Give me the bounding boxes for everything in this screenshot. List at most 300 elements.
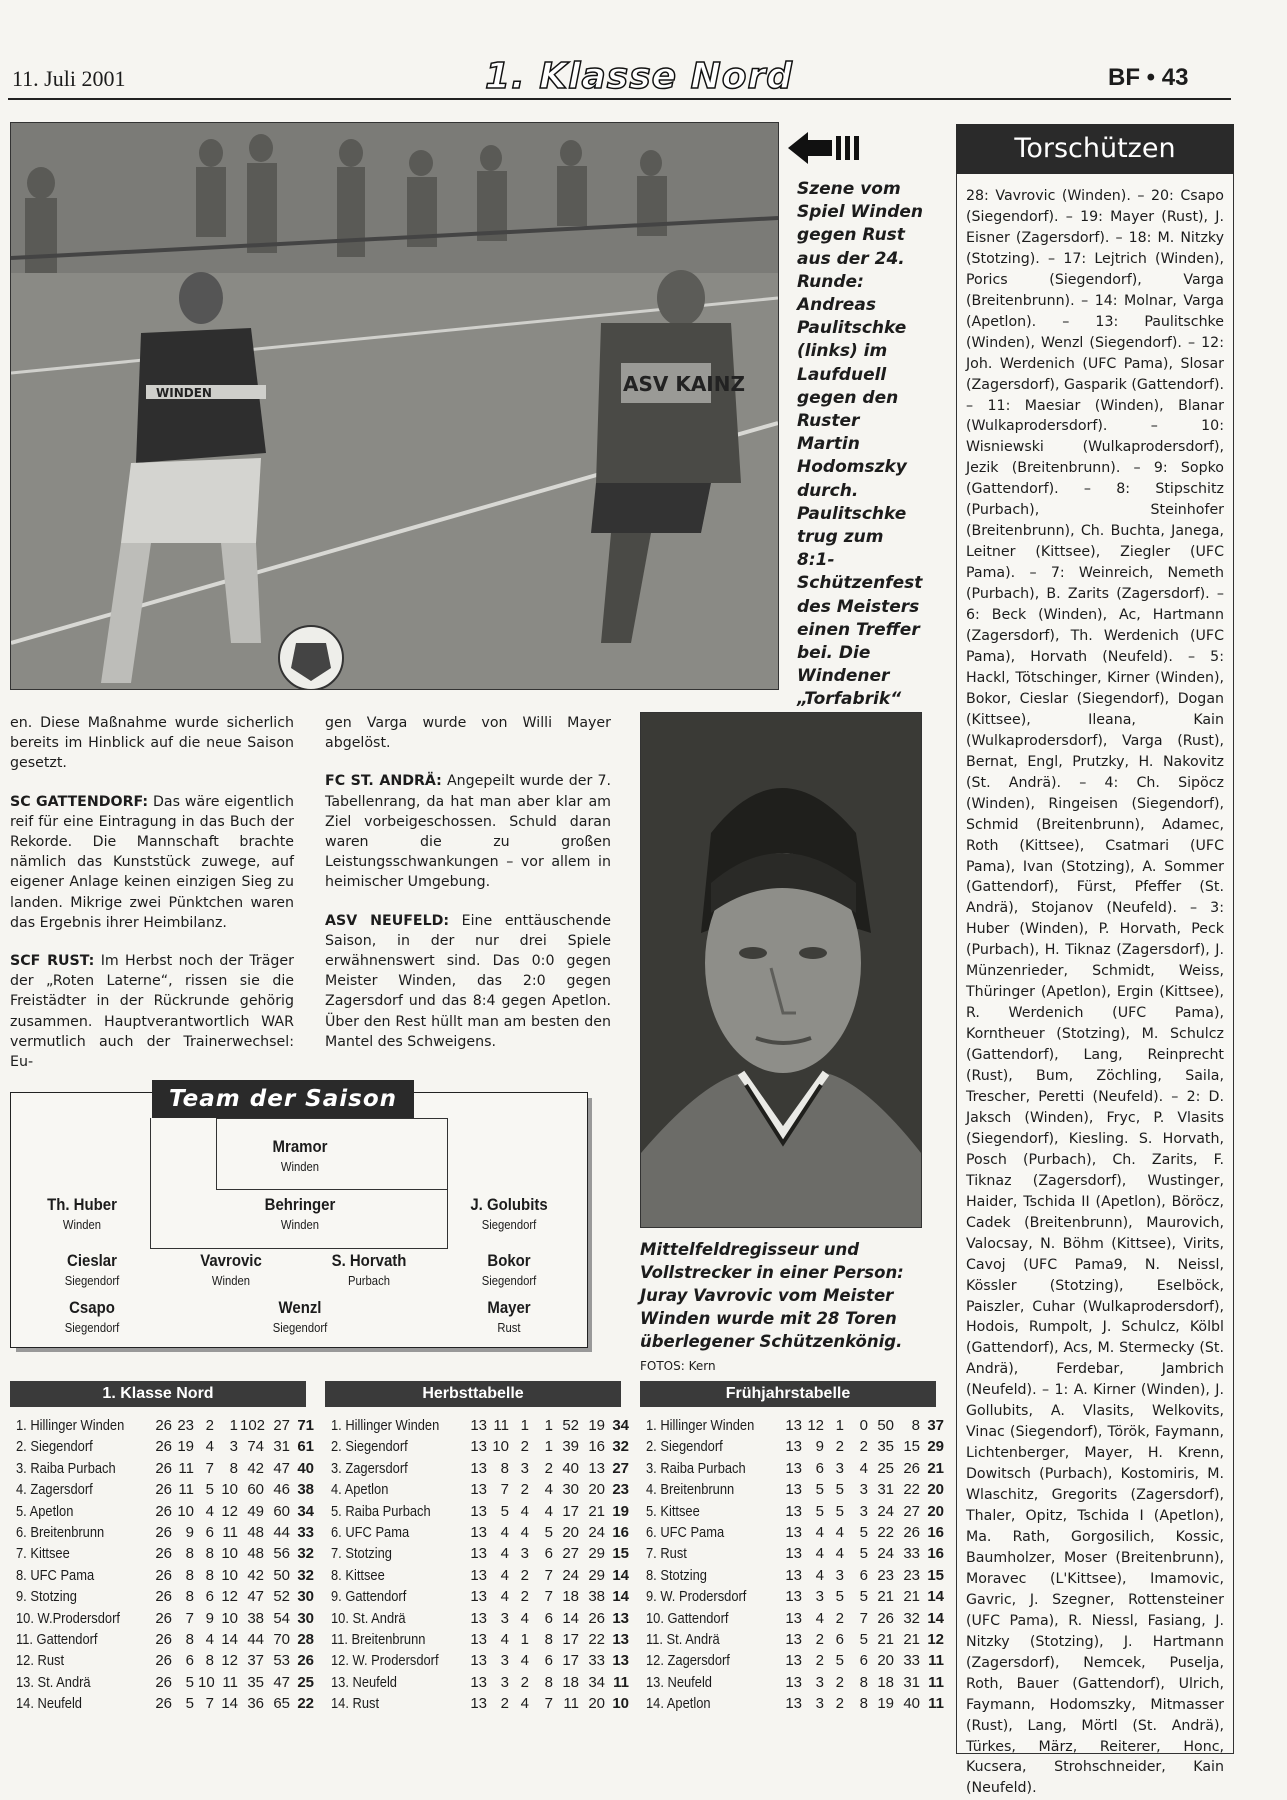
stat-cell: 10 [221, 1481, 238, 1499]
stat-cell: 14 [221, 1695, 238, 1713]
league-table-total [10, 1381, 314, 1714]
stat-cell: 34 [297, 1502, 314, 1520]
stat-cell: 13 [470, 1545, 487, 1563]
stat-cell: 1 [835, 1417, 844, 1434]
stat-cell: 5 [500, 1502, 509, 1520]
stat-cell: 44 [273, 1523, 290, 1541]
stat-cell: 5 [815, 1481, 824, 1499]
stat-cell: 13 [785, 1673, 802, 1691]
team-name: 5. Raiba Purbach [331, 1502, 431, 1520]
stat-cell: 21 [927, 1459, 944, 1477]
stat-cell: 17 [562, 1502, 579, 1520]
stat-cell: 13 [470, 1438, 487, 1456]
stat-cell: 30 [297, 1609, 314, 1627]
stat-cell: 10 [221, 1545, 238, 1563]
article-column-1 [10, 713, 294, 1090]
stat-cell: 13 [470, 1673, 487, 1691]
stat-cell: 18 [877, 1673, 894, 1691]
team-name: 6. Breitenbrunn [16, 1523, 105, 1541]
stat-cell: 6 [859, 1566, 868, 1584]
team-name: 13. Neufeld [331, 1673, 397, 1691]
stat-cell: 16 [927, 1523, 944, 1541]
stat-cell: 11 [222, 1673, 238, 1691]
league-table-autumn [325, 1381, 629, 1714]
stat-cell: 4 [520, 1609, 529, 1627]
stat-cell: 14 [612, 1566, 629, 1584]
table-row [10, 1565, 314, 1586]
stat-cell: 18 [562, 1673, 579, 1691]
right-jersey-lettering: ASV KAINZ [623, 372, 745, 396]
table-row [640, 1501, 944, 1522]
stat-cell: 8 [185, 1566, 194, 1584]
team-name: 4. Apetlon [331, 1481, 389, 1499]
stat-cell: 31 [877, 1481, 894, 1499]
stat-cell: 5 [815, 1502, 824, 1520]
stat-cell: 11 [928, 1695, 944, 1713]
table-row [10, 1650, 314, 1671]
team-name: 1. Hillinger Winden [16, 1417, 125, 1434]
stat-cell: 7 [544, 1566, 553, 1584]
stat-cell: 13 [785, 1652, 802, 1670]
stat-cell: 13 [785, 1695, 802, 1713]
stat-cell: 42 [247, 1459, 264, 1477]
stat-cell: 53 [273, 1652, 290, 1670]
stat-cell: 48 [247, 1523, 264, 1541]
team-name: 5. Apetlon [16, 1502, 74, 1520]
table-row [10, 1693, 314, 1714]
stat-cell: 47 [273, 1459, 290, 1477]
stat-cell: 3 [815, 1588, 824, 1606]
stat-cell: 5 [185, 1695, 194, 1713]
table-row [10, 1436, 314, 1457]
player-card: Bokor Siegendorf [481, 1251, 537, 1288]
stat-cell: 14 [927, 1609, 944, 1627]
stat-cell: 2 [520, 1566, 529, 1584]
team-name: 10. St. Andrä [331, 1609, 406, 1627]
stat-cell: 14 [612, 1588, 629, 1606]
table-row [10, 1458, 314, 1479]
stat-cell: 26 [155, 1417, 172, 1434]
stat-cell: 13 [785, 1459, 802, 1477]
photo-credit: FOTOS: Kern [640, 1359, 716, 1373]
stat-cell: 1 [544, 1438, 553, 1456]
stat-cell: 6 [544, 1609, 553, 1627]
stat-cell: 26 [588, 1609, 605, 1627]
stat-cell: 10 [177, 1502, 194, 1520]
stat-cell: 26 [877, 1609, 894, 1627]
stat-cell: 2 [500, 1695, 509, 1713]
table-row [640, 1629, 944, 1650]
stat-cell: 13 [785, 1523, 802, 1541]
stat-cell: 11 [178, 1481, 194, 1499]
player-card: Wenzl Siegendorf [272, 1298, 328, 1335]
stat-cell: 13 [612, 1609, 629, 1627]
stat-cell: 5 [835, 1652, 844, 1670]
stat-cell: 34 [612, 1417, 629, 1434]
stat-cell: 8 [500, 1459, 509, 1477]
stat-cell: 26 [155, 1459, 172, 1477]
stat-cell: 32 [297, 1545, 314, 1563]
player-card: Csapo Siegendorf [64, 1298, 120, 1335]
team-name: 4. Zagersdorf [16, 1481, 93, 1499]
stat-cell: 15 [612, 1545, 629, 1563]
stat-cell: 50 [877, 1417, 894, 1434]
stat-cell: 17 [562, 1652, 579, 1670]
team-name: 7. Rust [646, 1545, 687, 1563]
stat-cell: 10 [198, 1673, 215, 1691]
team-name: 12. W. Prodersdorf [331, 1652, 439, 1670]
stat-cell: 38 [297, 1481, 314, 1499]
table-row [325, 1415, 629, 1436]
stat-cell: 13 [470, 1630, 487, 1648]
stat-cell: 7 [205, 1459, 214, 1477]
paragraph: SCF RUST: Im Herbst noch der Träger der „Roten Laterne“, rissen sie die Freistädter in der Rückrunde gehörig zusammen. Hauptverantwortlich WAR vermutlich auch der Trainerwechsel: Eu- [10, 953, 294, 1071]
stat-cell: 56 [273, 1545, 290, 1563]
table-row [10, 1543, 314, 1564]
stat-cell: 6 [835, 1630, 844, 1648]
stat-cell: 4 [815, 1566, 824, 1584]
table-row [640, 1672, 944, 1693]
stat-cell: 33 [588, 1652, 605, 1670]
stat-cell: 5 [205, 1481, 214, 1499]
scorers-title: Torschützen [956, 124, 1234, 174]
stat-cell: 1 [544, 1417, 553, 1434]
stat-cell: 54 [273, 1609, 290, 1627]
stat-cell: 25 [877, 1459, 894, 1477]
stat-cell: 3 [500, 1673, 509, 1691]
stat-cell: 7 [859, 1609, 868, 1627]
table-row [640, 1565, 944, 1586]
stat-cell: 4 [205, 1438, 214, 1456]
table-row [640, 1650, 944, 1671]
table-row [325, 1501, 629, 1522]
stat-cell: 4 [520, 1652, 529, 1670]
stat-cell: 4 [835, 1545, 844, 1563]
stat-cell: 74 [247, 1438, 264, 1456]
team-name: 10. Gattendorf [646, 1609, 729, 1627]
table-row [640, 1543, 944, 1564]
stat-cell: 15 [903, 1438, 920, 1456]
team-name: 5. Kittsee [646, 1502, 700, 1520]
stat-cell: 15 [927, 1566, 944, 1584]
team-name: 7. Kittsee [16, 1545, 70, 1563]
team-name: 6. UFC Pama [646, 1523, 725, 1541]
stat-cell: 39 [562, 1438, 579, 1456]
stat-cell: 36 [247, 1695, 264, 1713]
stat-cell: 2 [815, 1630, 824, 1648]
stat-cell: 18 [562, 1588, 579, 1606]
player-card: Mayer Rust [487, 1298, 531, 1335]
stat-cell: 40 [903, 1695, 920, 1713]
stat-cell: 5 [185, 1673, 194, 1691]
player-card: Vavrovic Winden [200, 1251, 262, 1288]
table-row [325, 1586, 629, 1607]
stat-cell: 22 [903, 1481, 920, 1499]
stat-cell: 19 [177, 1438, 194, 1456]
table-row [325, 1458, 629, 1479]
stat-cell: 33 [297, 1523, 314, 1541]
stat-cell: 33 [903, 1652, 920, 1670]
stat-cell: 1 [229, 1417, 238, 1434]
stat-cell: 13 [588, 1459, 605, 1477]
stat-cell: 13 [470, 1502, 487, 1520]
stat-cell: 4 [815, 1609, 824, 1627]
stat-cell: 8 [544, 1630, 553, 1648]
stat-cell: 32 [612, 1438, 629, 1456]
stat-cell: 50 [273, 1566, 290, 1584]
stat-cell: 13 [612, 1630, 629, 1648]
stat-cell: 8 [859, 1695, 868, 1713]
stat-cell: 3 [520, 1459, 529, 1477]
stat-cell: 4 [859, 1459, 868, 1477]
stat-cell: 26 [903, 1459, 920, 1477]
stat-cell: 5 [835, 1481, 844, 1499]
stat-cell: 1 [520, 1630, 529, 1648]
stat-cell: 6 [205, 1523, 214, 1541]
stat-cell: 11 [222, 1523, 238, 1541]
photo-caption: Szene vom Spiel Winden gegen Rust aus der 24. Runde: Andreas Paulitschke (links) im Laufduell gegen den Ruster Martin Hodomszky durch. Paulitschke trug zum 8:1-Schützenfest des Meisters einen Treffer bei. Die Windener „Torfabrik“ [797, 179, 923, 710]
stat-cell: 2 [835, 1609, 844, 1627]
stat-cell: 47 [273, 1673, 290, 1691]
stat-cell: 6 [205, 1588, 214, 1606]
stat-cell: 12 [221, 1502, 238, 1520]
team-name: 6. UFC Pama [331, 1523, 410, 1541]
stat-cell: 26 [155, 1695, 172, 1713]
table-row [640, 1522, 944, 1543]
stat-cell: 6 [859, 1652, 868, 1670]
stat-cell: 10 [221, 1566, 238, 1584]
stat-cell: 27 [273, 1417, 290, 1434]
stat-cell: 26 [155, 1481, 172, 1499]
stat-cell: 21 [903, 1630, 920, 1648]
table-row [10, 1479, 314, 1500]
team-name: 12. Zagersdorf [646, 1652, 730, 1670]
stat-cell: 16 [927, 1545, 944, 1563]
stat-cell: 13 [470, 1481, 487, 1499]
team-name: 8. Kittsee [331, 1566, 385, 1584]
stat-cell: 13 [470, 1652, 487, 1670]
stat-cell: 2 [859, 1438, 868, 1456]
stat-cell: 52 [273, 1588, 290, 1606]
stat-cell: 28 [297, 1630, 314, 1648]
stat-cell: 13 [785, 1417, 802, 1434]
stat-cell: 42 [247, 1566, 264, 1584]
stat-cell: 65 [273, 1695, 290, 1713]
stat-cell: 20 [877, 1652, 894, 1670]
table-row [325, 1543, 629, 1564]
stat-cell: 7 [544, 1695, 553, 1713]
table-row [640, 1458, 944, 1479]
stat-cell: 9 [815, 1438, 824, 1456]
league-table-spring [640, 1381, 944, 1714]
stat-cell: 7 [544, 1588, 553, 1606]
stat-cell: 60 [247, 1481, 264, 1499]
stat-cell: 8 [205, 1545, 214, 1563]
stat-cell: 29 [588, 1566, 605, 1584]
table-row [325, 1608, 629, 1629]
section-title: 1. Klasse Nord [485, 56, 793, 97]
table-row [10, 1608, 314, 1629]
stat-cell: 26 [155, 1438, 172, 1456]
table-row [10, 1415, 314, 1436]
stat-cell: 37 [927, 1417, 944, 1434]
portrait-caption [640, 1238, 925, 1378]
stat-cell: 3 [859, 1502, 868, 1520]
stat-cell: 20 [562, 1523, 579, 1541]
team-name: 8. Stotzing [646, 1566, 707, 1584]
stat-cell: 26 [155, 1545, 172, 1563]
stat-cell: 1 [520, 1417, 529, 1434]
team-name: 3. Raiba Purbach [16, 1459, 116, 1477]
stat-cell: 34 [588, 1673, 605, 1691]
team-name: 13. Neufeld [646, 1673, 712, 1691]
stat-cell: 2 [520, 1481, 529, 1499]
stat-cell: 8 [185, 1588, 194, 1606]
stat-cell: 13 [785, 1502, 802, 1520]
stat-cell: 14 [221, 1630, 238, 1648]
stat-cell: 4 [500, 1545, 509, 1563]
stat-cell: 8 [544, 1673, 553, 1691]
stat-cell: 13 [785, 1438, 802, 1456]
stat-cell: 14 [927, 1588, 944, 1606]
stat-cell: 4 [520, 1523, 529, 1541]
stat-cell: 24 [562, 1566, 579, 1584]
stat-cell: 2 [835, 1438, 844, 1456]
table-row [325, 1479, 629, 1500]
stat-cell: 5 [835, 1588, 844, 1606]
stat-cell: 24 [588, 1523, 605, 1541]
stat-cell: 13 [470, 1459, 487, 1477]
stat-cell: 13 [470, 1588, 487, 1606]
stat-cell: 4 [500, 1566, 509, 1584]
stat-cell: 4 [500, 1630, 509, 1648]
team-name: 9. W. Prodersdorf [646, 1588, 747, 1606]
team-name: 2. Siegendorf [646, 1438, 723, 1456]
stat-cell: 22 [877, 1523, 894, 1541]
article-column-2 [325, 713, 611, 1070]
stat-cell: 2 [835, 1695, 844, 1713]
team-name: 3. Zagersdorf [331, 1459, 408, 1477]
stat-cell: 3 [500, 1652, 509, 1670]
stat-cell: 35 [877, 1438, 894, 1456]
stat-cell: 26 [155, 1502, 172, 1520]
table-row [325, 1436, 629, 1457]
stat-cell: 21 [588, 1502, 605, 1520]
stat-cell: 29 [588, 1545, 605, 1563]
table-rows [325, 1415, 629, 1714]
stat-cell: 24 [877, 1545, 894, 1563]
stat-cell: 13 [612, 1652, 629, 1670]
table-row [10, 1586, 314, 1607]
stat-cell: 23 [877, 1566, 894, 1584]
stat-cell: 2 [520, 1673, 529, 1691]
table-row [640, 1415, 944, 1436]
stat-cell: 40 [562, 1459, 579, 1477]
stat-cell: 5 [859, 1523, 868, 1541]
stat-cell: 31 [903, 1673, 920, 1691]
stat-cell: 4 [815, 1545, 824, 1563]
stat-cell: 10 [612, 1695, 629, 1713]
stat-cell: 3 [520, 1545, 529, 1563]
stat-cell: 3 [500, 1609, 509, 1627]
stat-cell: 2 [520, 1588, 529, 1606]
stat-cell: 13 [785, 1588, 802, 1606]
table-rows [640, 1415, 944, 1714]
stat-cell: 4 [544, 1502, 553, 1520]
team-of-season-title: Team der Saison [152, 1080, 414, 1118]
stat-cell: 32 [297, 1566, 314, 1584]
table-row [10, 1672, 314, 1693]
stat-cell: 61 [297, 1438, 314, 1456]
stat-cell: 3 [815, 1695, 824, 1713]
stat-cell: 29 [927, 1438, 944, 1456]
match-photo-illustration [11, 123, 778, 689]
stat-cell: 11 [613, 1673, 629, 1691]
stat-cell: 27 [562, 1545, 579, 1563]
stat-cell: 2 [835, 1673, 844, 1691]
stat-cell: 102 [240, 1417, 266, 1434]
player-card: S. Horvath Purbach [331, 1251, 407, 1288]
stat-cell: 26 [155, 1630, 172, 1648]
stat-cell: 27 [903, 1502, 920, 1520]
stat-cell: 70 [273, 1630, 290, 1648]
stat-cell: 5 [859, 1630, 868, 1648]
stat-cell: 19 [588, 1417, 605, 1434]
stat-cell: 7 [500, 1481, 509, 1499]
stat-cell: 8 [185, 1545, 194, 1563]
stat-cell: 12 [221, 1652, 238, 1670]
stat-cell: 23 [612, 1481, 629, 1499]
table-row [325, 1522, 629, 1543]
stat-cell: 5 [859, 1545, 868, 1563]
table-row [640, 1693, 944, 1714]
stat-cell: 21 [877, 1630, 894, 1648]
table-row [325, 1650, 629, 1671]
stat-cell: 5 [859, 1588, 868, 1606]
table-row [640, 1436, 944, 1457]
left-jersey-lettering: WINDEN [156, 386, 212, 400]
table-title: 1. Klasse Nord [10, 1381, 306, 1407]
stat-cell: 4 [544, 1481, 553, 1499]
team-name: 4. Breitenbrunn [646, 1481, 735, 1499]
stat-cell: 8 [911, 1417, 920, 1434]
stat-cell: 13 [470, 1695, 487, 1713]
stat-cell: 25 [297, 1673, 314, 1691]
stat-cell: 22 [297, 1695, 314, 1713]
stat-cell: 38 [588, 1588, 605, 1606]
stat-cell: 2 [544, 1459, 553, 1477]
stat-cell: 6 [544, 1652, 553, 1670]
paragraph: ASV NEUFELD: Eine enttäuschende Saison, in der nur drei Spiele erwähnenswert sind. Das 0:0 gegen Meister Winden, das 2:0 gegen Zagersdorf und das 8:4 gegen Apetlon. Über den Rest hüllt man am besten den Mantel des Schweigens. [325, 912, 611, 1050]
stat-cell: 17 [562, 1630, 579, 1648]
stat-cell: 20 [927, 1502, 944, 1520]
stat-cell: 4 [500, 1588, 509, 1606]
stat-cell: 35 [247, 1673, 264, 1691]
stat-cell: 5 [544, 1523, 553, 1541]
stat-cell: 13 [785, 1545, 802, 1563]
stat-cell: 24 [877, 1502, 894, 1520]
stat-cell: 8 [859, 1673, 868, 1691]
team-name: 3. Raiba Purbach [646, 1459, 746, 1477]
issue-date: 11. Juli 2001 [12, 66, 126, 91]
team-name: 11. Breitenbrunn [331, 1630, 426, 1648]
stat-cell: 37 [247, 1652, 264, 1670]
stat-cell: 48 [247, 1545, 264, 1563]
stat-cell: 26 [155, 1523, 172, 1541]
team-name: 2. Siegendorf [16, 1438, 93, 1456]
player-card: Cieslar Siegendorf [64, 1251, 120, 1288]
stat-cell: 4 [520, 1502, 529, 1520]
